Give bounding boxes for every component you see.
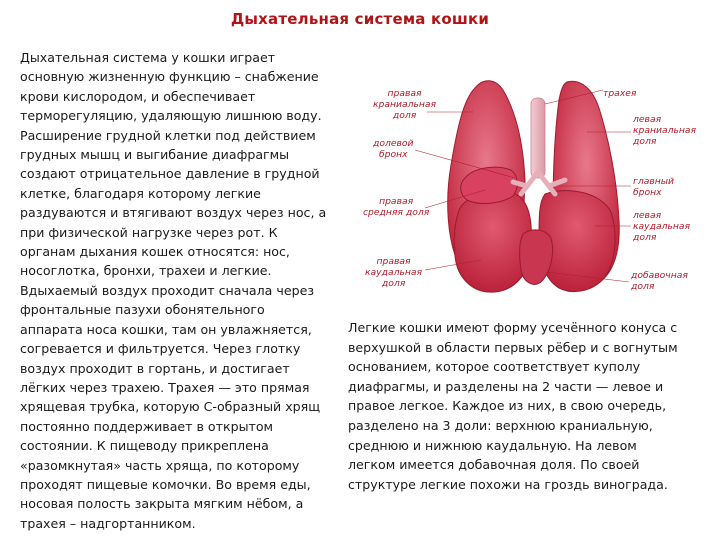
- lungs-description: [348, 318, 704, 494]
- intro-text-line: Дыхательная система у кошки играет: [20, 50, 276, 65]
- intro-text-line: воздух проходит в гортань, и достигает: [20, 360, 290, 376]
- right-caudal-lobe: [454, 192, 531, 292]
- intro-text-line: клетке, благодаря которому легкие: [20, 185, 261, 201]
- intro-text-line: крови кислородом, и обеспечивает: [20, 88, 256, 104]
- description-text-line: диафрагмы, и разделены на 2 части — левое и: [348, 378, 664, 394]
- description-text-line: правое легкое. Каждое из них, в свою очередь,: [348, 398, 667, 414]
- intro-text-line: согревается и фильтруется. Через глотку: [20, 341, 301, 357]
- intro-text-line: носоглотка, бронхи, трахеи и легкие.: [20, 263, 272, 279]
- intro-text-line: хрящевая трубка, которую С-образный хрящ: [20, 399, 321, 415]
- label-accessory: добавочная доля: [631, 270, 688, 292]
- intro-text-line: Расширение грудной клетки под действием: [20, 127, 316, 143]
- intro-text-line: лёгких через трахею. Трахея — это прямая: [20, 379, 310, 395]
- description-text-line: среднюю и нижнюю каудальную. На левом: [348, 437, 637, 453]
- intro-text-line: аппарата носа кошки, там он увлажняется,: [20, 321, 312, 337]
- label-right-middle: правая средняя доля: [363, 196, 430, 218]
- label-trachea: трахея: [603, 88, 637, 99]
- description-text-line: легком имеется добавочная доля. По своей: [348, 457, 640, 473]
- intro-text-line: постоянно поддерживает в открытом: [20, 418, 274, 434]
- label-lobar-bronchus: долевой бронх: [373, 138, 414, 160]
- intro-text-line: основную жизненную функцию – снабжение: [20, 69, 319, 85]
- description-text-line: верхушкой в области первых рёбер и с вогнутым: [348, 339, 678, 355]
- description-text-line: разделено на 3 доли: верхнюю краниальную,: [348, 417, 653, 433]
- label-right-cranial: правая краниальная доля: [373, 88, 437, 121]
- description-text-line: Легкие кошки имеют форму усечённого конуса с: [348, 320, 678, 335]
- intro-text-line: фронтальные пазухи обонятельного: [20, 302, 265, 318]
- intro-text-line: терморегуляцию, удаляющую лишнюю воду.: [20, 108, 322, 124]
- intro-text-line: проходят пищевые комочки. Во время еды,: [20, 476, 311, 492]
- intro-text-line: органам дыхания кошек относятся: нос,: [20, 244, 290, 260]
- intro-text-line: «разомкнутая» часть хряща, по которому: [20, 457, 300, 473]
- description-text-line: структуре легкие похожи на гроздь винограда.: [348, 476, 668, 492]
- description-text-line: основанием, которое соответствует куполу: [348, 359, 641, 375]
- intro-text-line: при физической нагрузке через рот. К: [20, 224, 278, 240]
- intro-text-line: трахея – надгортанником.: [20, 515, 196, 531]
- intro-text-line: носовая полость закрыта мягким нёбом, а: [20, 496, 304, 512]
- intro-text-line: грудных мышц и выгибание диафрагмы: [20, 147, 290, 163]
- intro-paragraph: [20, 48, 342, 533]
- label-left-caudal: левая каудальная доля: [633, 210, 691, 243]
- label-right-caudal: правая каудальная доля: [365, 256, 423, 289]
- intro-text-line: создают отрицательное давление в грудной: [20, 166, 320, 182]
- lungs-diagram: [355, 60, 710, 310]
- intro-text-line: Вдыхаемый воздух проходит сначала через: [20, 282, 315, 298]
- page-title: Дыхательная система кошки: [230, 10, 490, 28]
- label-left-cranial: левая краниальная доля: [633, 114, 697, 147]
- label-main-bronchus: главный бронх: [633, 176, 674, 198]
- intro-text-line: раздуваются и втягивают воздух через нос, а: [20, 205, 327, 221]
- intro-text-line: состоянии. К пищеводу прикреплена: [20, 438, 269, 454]
- trachea-shape: [531, 98, 545, 178]
